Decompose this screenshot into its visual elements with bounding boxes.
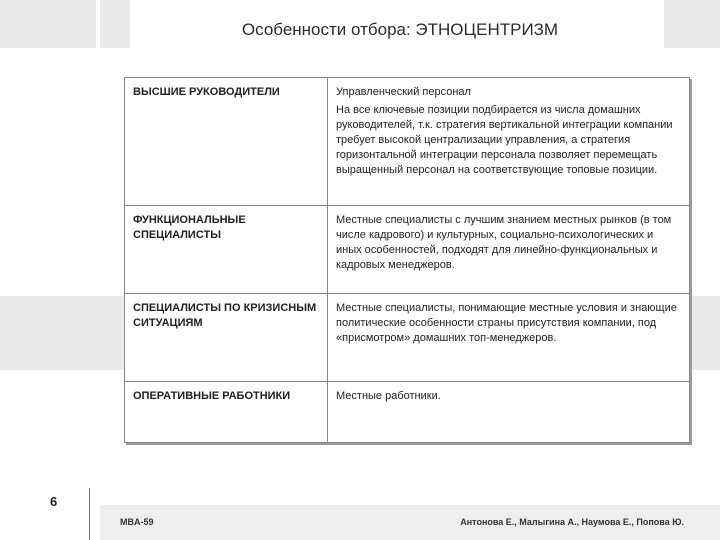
- slide-title: Особенности отбора: ЭТНОЦЕНТРИЗМ: [241, 20, 559, 39]
- description-heading: Управленческий персонал: [336, 86, 471, 98]
- table-row: [125, 78, 690, 206]
- category-cell: ОПЕРАТИВНЫЕ РАБОТНИКИ: [125, 382, 328, 443]
- decor-tile-top-left: [0, 0, 96, 48]
- category-cell: ФУНКЦИОНАЛЬНЫЕ СПЕЦИАЛИСТЫ: [125, 206, 328, 294]
- description-cell: Местные работники.: [328, 382, 690, 443]
- footer-authors: Антонова Е., Малыгина А., Наумова Е., Попова Ю.: [460, 517, 684, 527]
- footer-divider: [89, 488, 90, 540]
- category-cell: СПЕЦИАЛИСТЫ ПО КРИЗИСНЫМ СИТУАЦИЯМ: [125, 294, 328, 382]
- table-row: [125, 382, 690, 443]
- table-row: [125, 206, 690, 294]
- selection-table: [124, 77, 690, 443]
- category-cell: ВЫСШИЕ РУКОВОДИТЕЛИ: [125, 78, 328, 206]
- table-row: [125, 294, 690, 382]
- description-cell: [328, 78, 690, 206]
- footer-course-label: MBA-59: [120, 517, 154, 527]
- description-text: На все ключевые позиции подбирается из числа домашних руководителей, т.к. стратегия вертикальной интеграции компании требует высокой централизации управления, а стратегия горизонтальной интеграции персонала позволяет перемещать выращенный персонал на соответствующие топовые позиции.: [336, 104, 673, 176]
- description-cell: Местные специалисты с лучшим знанием местных рынков (в том числе кадрового) и культурных, социально-психологических и иных особенностей, подходят для линейно-функциональных и кадровых менеджеров.: [328, 206, 690, 294]
- description-cell: Местные специалисты, понимающие местные условия и знающие политические особенности страны присутствия компании, под «присмотром» домашних топ-менеджеров.: [328, 294, 690, 382]
- page-number: 6: [50, 494, 58, 509]
